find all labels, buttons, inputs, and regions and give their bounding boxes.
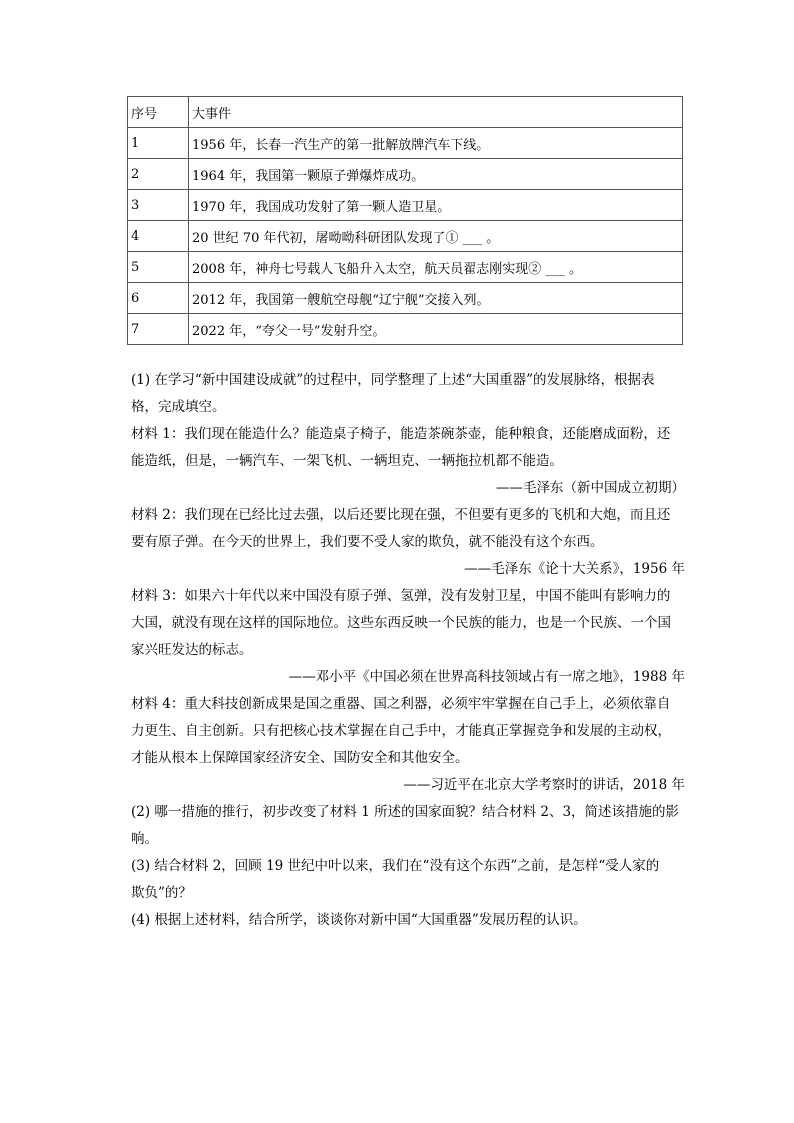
material-1-text: 材料 1：我们现在能造什么？能造桌子椅子，能造茶碗茶壶，能种粮食，还能磨成面粉，还 <box>131 426 671 442</box>
question-body <box>131 367 687 934</box>
material-1-source: ——毛泽东（新中国成立初期） <box>496 480 685 496</box>
material-3-text: 大国，就没有现在这样的国际地位。这些东西反映一个民族的能力，也是一个民族、一个国 <box>131 615 671 631</box>
material-3-text: 材料 3：如果六十年代以来中国没有原子弹、氢弹，没有发射卫星，中国不能叫有影响力的 <box>131 588 671 604</box>
question-3-text: (3) 结合材料 2，回顾 19 世纪中叶以来，我们在“没有这个东西”之前，是怎样“受人家的 <box>131 858 660 874</box>
question-2-text: 响。 <box>131 831 158 847</box>
events-table <box>127 96 683 345</box>
material-3-text: 家兴旺发达的标志。 <box>131 642 253 658</box>
row-event: 2022 年，“夸父一号”发射升空。 <box>189 314 683 345</box>
row-event: 2008 年，神舟七号载人飞船升入太空，航天员翟志刚实现② ___ 。 <box>189 252 683 283</box>
row-event: 1964 年，我国第一颗原子弹爆炸成功。 <box>189 159 683 190</box>
question-3-text: 欺负”的？ <box>131 885 192 901</box>
row-index: 3 <box>128 190 189 221</box>
material-4-text: 力更生、自主创新。只有把核心技术掌握在自己手中，才能真正掌握竞争和发展的主动权， <box>131 723 671 739</box>
row-index: 5 <box>128 252 189 283</box>
table-row <box>128 128 683 159</box>
material-4-text: 材料 4：重大科技创新成果是国之重器、国之利器，必须牢牢掌握在自己手上，必须依靠自 <box>131 696 671 712</box>
material-4-text: 才能从根本上保障国家经济安全、国防安全和其他安全。 <box>131 750 469 766</box>
row-index: 2 <box>128 159 189 190</box>
table-row <box>128 190 683 221</box>
row-event: 20 世纪 70 年代初，屠呦呦科研团队发现了① ___ 。 <box>189 221 683 252</box>
row-index: 1 <box>128 128 189 159</box>
question-4-text: (4) 根据上述材料，结合所学，谈谈你对新中国“大国重器”发展历程的认识。 <box>131 912 587 928</box>
table-row <box>128 314 683 345</box>
row-index: 7 <box>128 314 189 345</box>
header-index: 序号 <box>128 97 189 128</box>
material-3-source: ——邓小平《中国必须在世界高科技领域占有一席之地》，1988 年 <box>288 669 685 685</box>
row-event: 1956 年，长春一汽生产的第一批解放牌汽车下线。 <box>189 128 683 159</box>
header-event: 大事件 <box>189 97 683 128</box>
row-index: 6 <box>128 283 189 314</box>
table-row <box>128 221 683 252</box>
row-event: 1970 年，我国成功发射了第一颗人造卫星。 <box>189 190 683 221</box>
table-row <box>128 252 683 283</box>
material-2-text: 要有原子弹。在今天的世界上，我们要不受人家的欺负，就不能没有这个东西。 <box>131 534 604 550</box>
material-4-source: ——习近平在北京大学考察时的讲话，2018 年 <box>403 777 685 793</box>
row-event: 2012 年，我国第一艘航空母舰“辽宁舰”交接入列。 <box>189 283 683 314</box>
table-row <box>128 159 683 190</box>
question-2-text: (2) 哪一措施的推行，初步改变了材料 1 所述的国家面貌？结合材料 2、3，简述该措施的影 <box>131 804 680 820</box>
question-1-text: 格，完成填空。 <box>131 399 226 415</box>
row-index: 4 <box>128 221 189 252</box>
material-2-text: 材料 2：我们现在已经比过去强，以后还要比现在强，不但要有更多的飞机和大炮，而且还 <box>131 507 671 523</box>
table-row <box>128 283 683 314</box>
material-1-text: 能造纸，但是，一辆汽车、一架飞机、一辆坦克、一辆拖拉机都不能造。 <box>131 453 563 469</box>
table-header-row <box>128 97 683 128</box>
material-2-source: ——毛泽东《论十大关系》，1956 年 <box>464 561 685 577</box>
question-1-text: (1) 在学习“新中国建设成就”的过程中，同学整理了上述“大国重器”的发展脉络，根据表 <box>131 372 655 388</box>
